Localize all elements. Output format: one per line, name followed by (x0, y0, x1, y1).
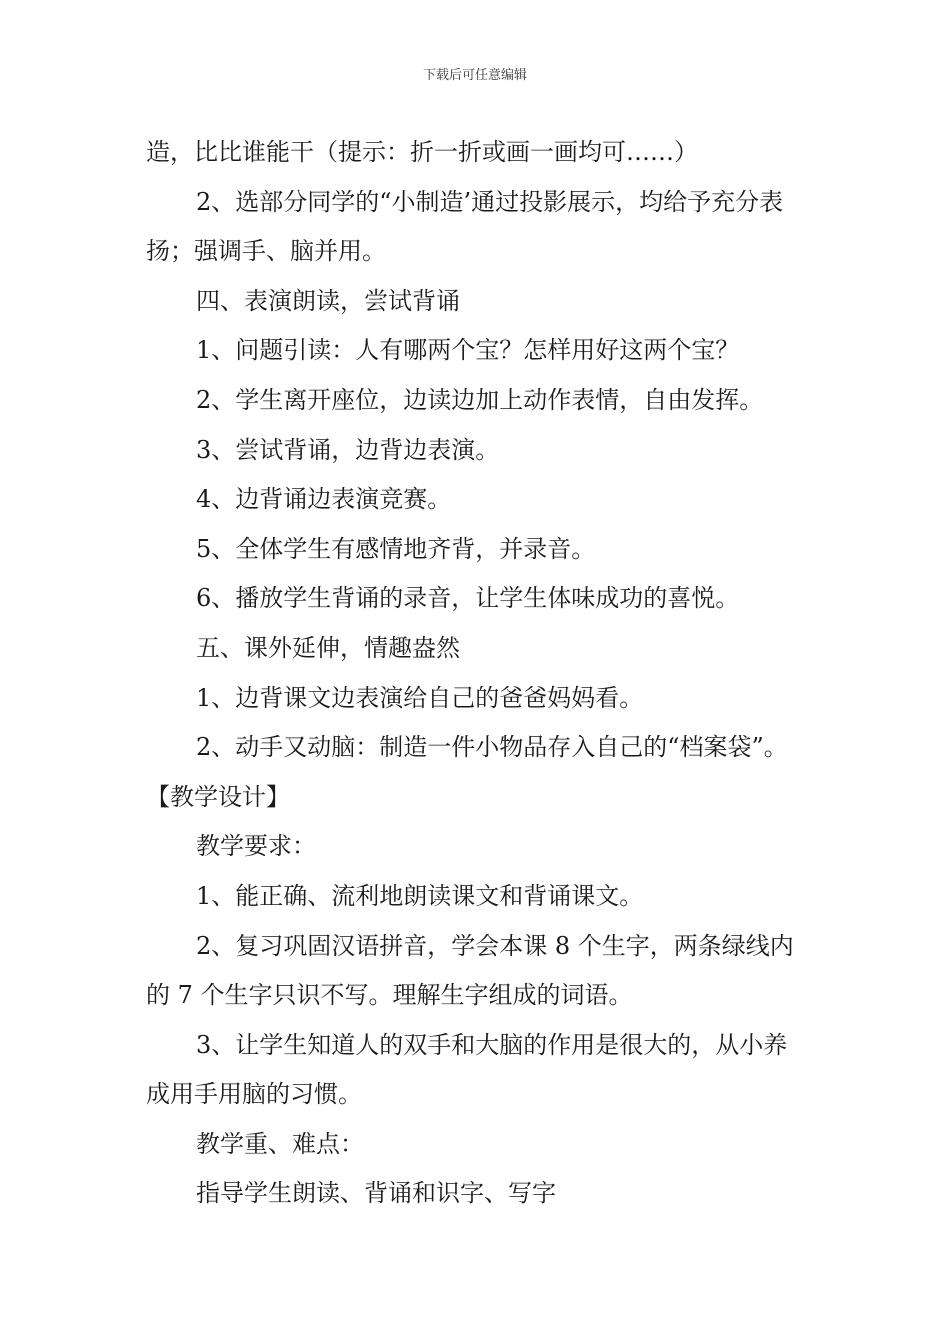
paragraph: 2、动手又动脑：制造一件小物品存入自己的“档案袋”。【教学设计】 (146, 733, 788, 811)
paragraph: 指导学生朗读、背诵和识字、写字 (196, 1179, 556, 1208)
section-heading: 四、表演朗读，尝试背诵 (196, 286, 460, 315)
paragraph: 3、尝试背诵，边背边表演。 (196, 435, 500, 464)
paragraph: 造，比比谁能干（提示：折一折或画一画均可……） (146, 138, 698, 166)
paragraph: 4、边背诵边表演竞赛。 (196, 485, 452, 514)
section-heading: 教学要求： (196, 832, 316, 861)
page-header: 下载后可任意编辑 (422, 68, 527, 83)
paragraph: 6、播放学生背诵的录音，让学生体味成功的喜悦。 (196, 584, 740, 613)
paragraph: 3、让学生知道人的双手和大脑的作用是很大的，从小养成用手用脑的习惯。 (146, 1030, 788, 1109)
paragraph: 5、全体学生有感情地齐背，并录音。 (196, 534, 596, 563)
paragraph: 2、复习巩固汉语拼音，学会本课 8 个生字，两条绿线内的 7 个生字只识不写。理解生字组成的词语。 (146, 931, 794, 1010)
document-body (146, 128, 810, 1219)
paragraph: 2、选部分同学的“小制造’通过投影展示，均给予充分表扬；强调手、脑并用。 (146, 187, 784, 266)
paragraph: 1、边背课文边表演给自己的爸爸妈妈看。 (196, 683, 644, 712)
paragraph: 1、能正确、流利地朗读课文和背诵课文。 (196, 881, 644, 910)
paragraph: 2、学生离开座位，边读边加上动作表情，自由发挥。 (196, 385, 764, 414)
paragraph: 1、问题引读：人有哪两个宝？怎样用好这两个宝？ (196, 336, 740, 365)
section-heading: 五、课外延伸，情趣盎然 (196, 633, 460, 662)
section-heading: 教学重、难点： (196, 1129, 364, 1158)
